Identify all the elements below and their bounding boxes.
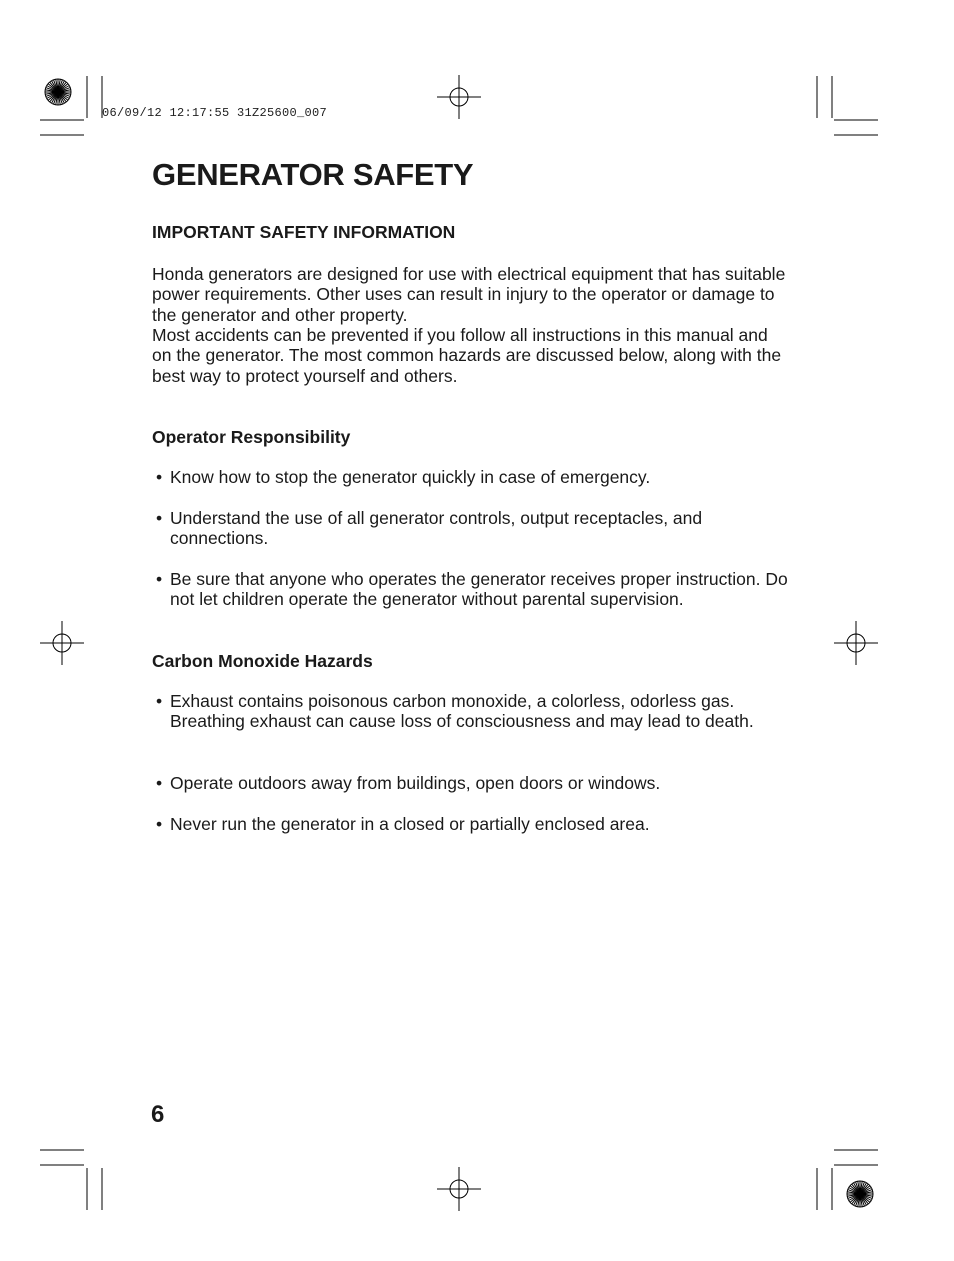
bullet-dot: • (156, 569, 163, 589)
bullet-text: Know how to stop the generator quickly in case of emergency. (170, 467, 651, 487)
starburst-target-top-left (45, 79, 71, 105)
co-bullet (156, 691, 800, 732)
bullet-text: Understand the use of all generator controls, output receptacles, and connections. (170, 508, 703, 549)
operator-responsibility-heading: Operator Responsibility (152, 427, 351, 447)
bullet-dot: • (156, 467, 163, 487)
operator-bullet (156, 569, 800, 610)
page-title: GENERATOR SAFETY (152, 157, 474, 192)
registration-crosshair-top (437, 75, 481, 119)
registration-crosshair-bottom (437, 1167, 481, 1211)
bullet-text: Operate outdoors away from buildings, open doors or windows. (170, 773, 661, 793)
print-job-info: 06/09/12 12:17:55 31Z25600_007 (102, 106, 328, 120)
registration-crosshair-left (40, 621, 84, 665)
bullet-dot: • (156, 691, 163, 711)
intro-paragraph-2: Most accidents can be prevented if you follow all instructions in this manual and on the generator. The most common hazards are discussed below, along with the best way to protect yourself and others. (152, 325, 782, 386)
important-safety-heading: IMPORTANT SAFETY INFORMATION (152, 222, 456, 242)
operator-bullet (156, 467, 800, 487)
bullet-text: Never run the generator in a closed or partially enclosed area. (170, 814, 650, 834)
operator-bullet (156, 508, 800, 549)
bullet-text: Be sure that anyone who operates the generator receives proper instruction. Do not let children operate the generator without parental supervision. (170, 569, 788, 610)
bullet-text: Exhaust contains poisonous carbon monoxide, a colorless, odorless gas. Breathing exhaust can cause loss of consciousness and may lead to death. (170, 691, 754, 732)
carbon-monoxide-heading: Carbon Monoxide Hazards (152, 651, 373, 671)
bullet-dot: • (156, 773, 163, 793)
starburst-target-bottom-right (847, 1181, 873, 1207)
co-bullet (156, 773, 800, 793)
co-bullet (156, 814, 800, 834)
bullet-dot: • (156, 508, 163, 528)
intro-paragraph-1: Honda generators are designed for use with electrical equipment that has suitable power requirements. Other uses can result in injury to the operator or damage to the generator and other property. (152, 264, 786, 325)
registration-crosshair-right (834, 621, 878, 665)
bullet-dot: • (156, 814, 163, 834)
page-number: 6 (151, 1101, 165, 1128)
